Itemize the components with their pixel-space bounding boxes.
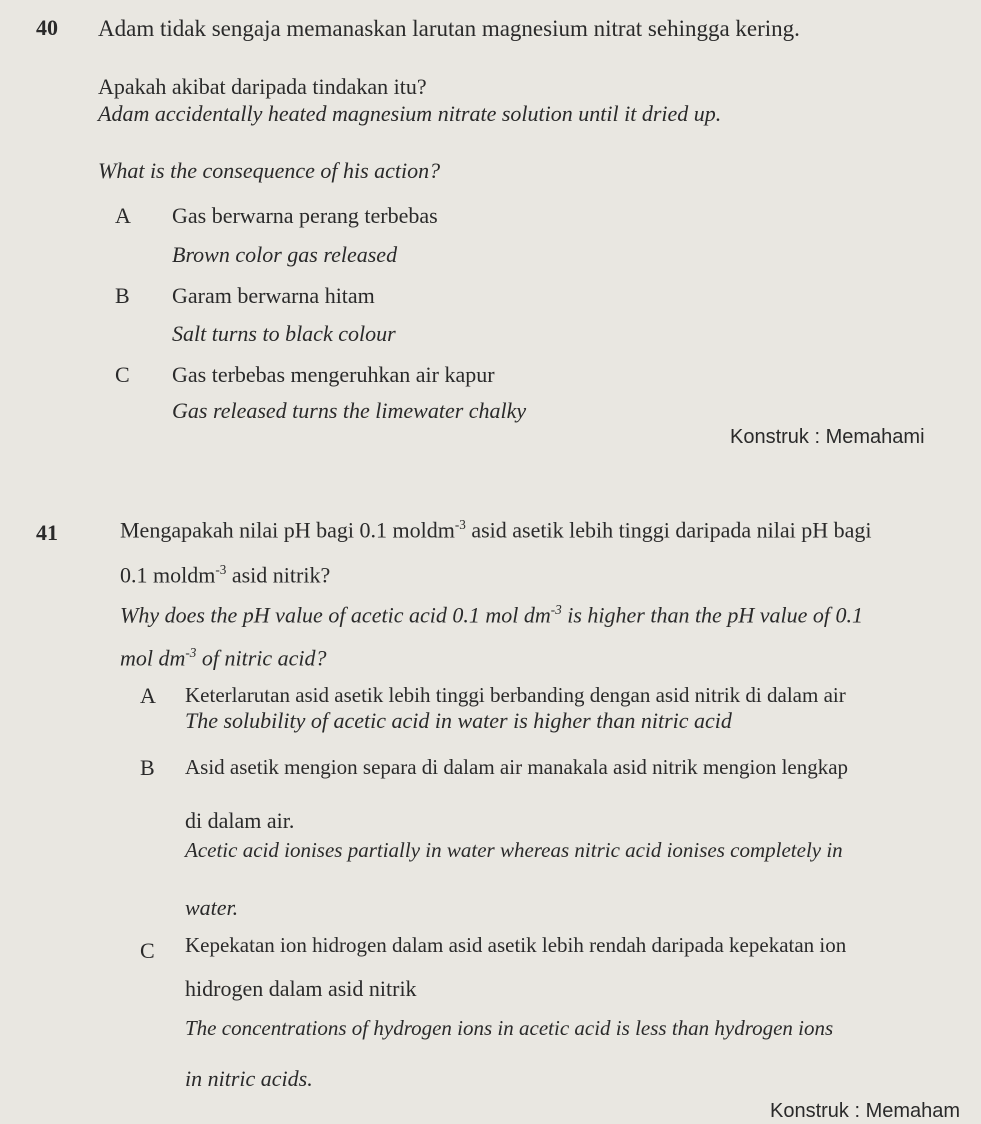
- q41-option-c-ms-2: hidrogen dalam asid nitrik: [185, 976, 417, 1001]
- unit-exponent: -3: [550, 602, 562, 617]
- q40-option-b-ms: Garam berwarna hitam: [172, 283, 375, 308]
- q41-option-c-en-2: in nitric acids.: [185, 1066, 313, 1091]
- question-41-text-en-2: [120, 646, 327, 669]
- question-41-text-en-part-2: is higher than the pH value of 0.1: [561, 602, 863, 628]
- question-40-text-ms-2: Apakah akibat daripada tindakan itu?: [98, 74, 427, 99]
- q40-option-b-en: Salt turns to black colour: [172, 321, 396, 346]
- question-41-text-en-2-part-1: mol dm: [120, 645, 186, 671]
- q40-option-c-ms: Gas terbebas mengeruhkan air kapur: [172, 362, 495, 387]
- question-41-text-en-part-1: Why does the pH value of acetic acid 0.1 mol dm: [120, 602, 551, 628]
- q41-option-b-en-1: Acetic acid ionises partially in water whereas nitric acid ionises completely in: [185, 838, 843, 862]
- q40-option-a-letter: A: [115, 203, 131, 228]
- question-40-number: 40: [36, 15, 58, 40]
- q41-option-c-letter: C: [140, 938, 155, 963]
- unit-exponent: -3: [454, 517, 466, 532]
- question-40-text-en-2: What is the consequence of his action?: [98, 158, 441, 183]
- question-41-number: 41: [36, 520, 58, 545]
- q40-option-a-ms: Gas berwarna perang terbebas: [172, 203, 438, 228]
- q40-option-c-en: Gas released turns the limewater chalky: [172, 398, 527, 423]
- q41-option-b-ms-1: Asid asetik mengion separa di dalam air manakala asid nitrik mengion lengkap: [185, 755, 849, 779]
- question-40-text-en: Adam accidentally heated magnesium nitrate solution until it dried up.: [98, 101, 722, 126]
- q40-konstruk: Konstruk : Memahami: [730, 426, 925, 448]
- question-41-text-ms-2-part-1: 0.1 moldm: [120, 562, 216, 588]
- q41-option-b-en-2: water.: [185, 895, 239, 920]
- unit-exponent: -3: [185, 645, 197, 660]
- q41-option-a-letter: A: [140, 683, 156, 708]
- q41-option-c-ms-1: Kepekatan ion hidrogen dalam asid asetik lebih rendah daripada kepekatan ion: [185, 933, 847, 957]
- question-41-text-en-2-part-2: of nitric acid?: [196, 645, 327, 671]
- question-41-text-ms: [120, 518, 872, 541]
- q41-option-a-en: The solubility of acetic acid in water is higher than nitric acid: [185, 708, 732, 733]
- q41-option-b-letter: B: [140, 755, 155, 780]
- q40-option-c-letter: C: [115, 362, 130, 387]
- unit-exponent: -3: [215, 562, 227, 577]
- q40-option-b-letter: B: [115, 283, 130, 308]
- question-41-text-ms-part-2: asid asetik lebih tinggi daripada nilai pH bagi: [465, 517, 872, 543]
- q41-option-c-en-1: The concentrations of hydrogen ions in acetic acid is less than hydrogen ions: [185, 1016, 834, 1040]
- question-41-text-en: [120, 603, 863, 626]
- question-41-text-ms-2-part-2: asid nitrik?: [226, 562, 331, 588]
- question-41-text-ms-2: [120, 563, 330, 586]
- q40-option-a-en: Brown color gas released: [172, 242, 398, 267]
- q41-konstruk: Konstruk : Memaham: [770, 1100, 961, 1122]
- q41-option-b-ms-2: di dalam air.: [185, 808, 295, 833]
- q41-option-a-ms: Keterlarutan asid asetik lebih tinggi berbanding dengan asid nitrik di dalam air: [185, 683, 846, 707]
- question-41-text-ms-part-1: Mengapakah nilai pH bagi 0.1 moldm: [120, 517, 455, 543]
- question-40-text-ms: Adam tidak sengaja memanaskan larutan magnesium nitrat sehingga kering.: [98, 16, 800, 41]
